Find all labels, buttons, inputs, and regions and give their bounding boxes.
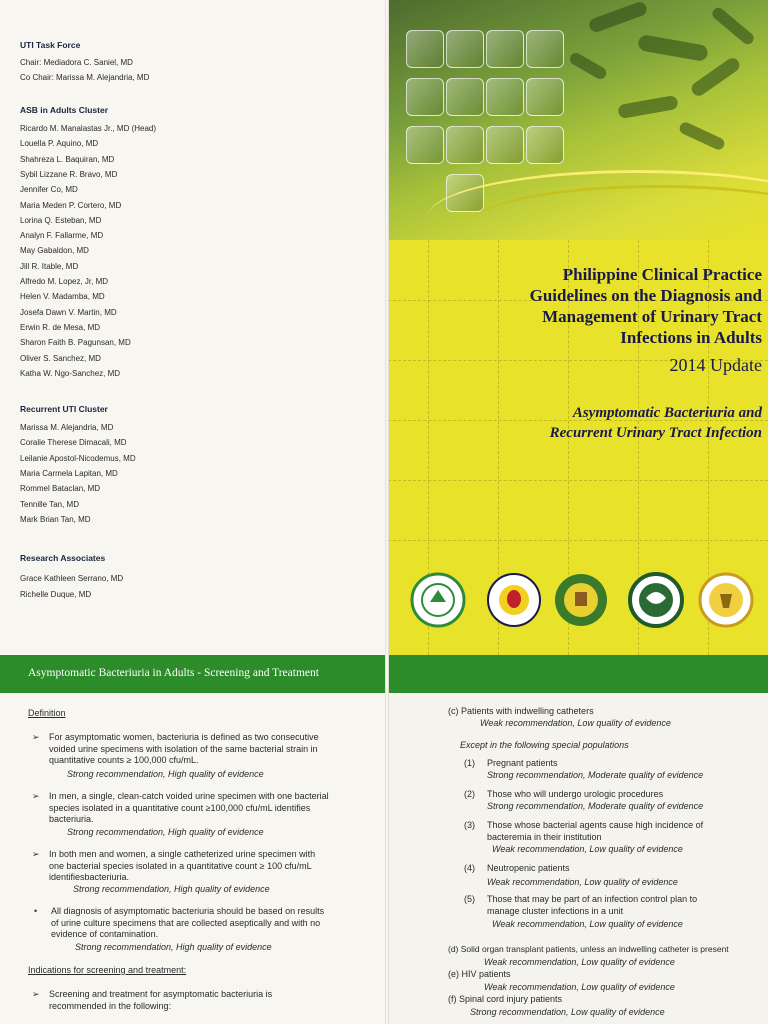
definition-paragraph-4: All diagnosis of asymptomatic bacteriuria should be based on results of urine culture specimens that are collected aseptically and with no evidence of contamination. <box>51 906 325 939</box>
bullet-arrow-icon: ➢ <box>32 791 40 801</box>
item-number: (1) <box>464 758 475 768</box>
bullet-arrow-icon: ➢ <box>32 849 40 859</box>
definition-paragraph-1: For asymptomatic women, bacteriuria is defined as two consecutive voided urine specimens with isolation of the same bacterial strain in quantitative counts ≥ 100,000 cfu/mL. <box>49 732 319 765</box>
chair: Chair: Mediadora C. Saniel, MD <box>20 58 133 67</box>
research-heading: Research Associates <box>20 553 106 563</box>
seal-icon <box>628 572 684 628</box>
cover-update: 2014 Update <box>669 355 762 375</box>
society-seal-5 <box>698 572 754 628</box>
fold-crease <box>385 0 389 1024</box>
definition-heading: Definition <box>28 708 66 718</box>
cover-title-line: Philippine Clinical Practice <box>562 265 762 284</box>
item-text: Those who will undergo urologic procedures <box>487 789 664 799</box>
screening-panel <box>0 693 388 1024</box>
society-seal-4 <box>628 572 684 628</box>
member-name: Alfredo M. Lopez, Jr, MD <box>20 277 109 286</box>
member-name: Tennille Tan, MD <box>20 499 79 509</box>
member-name: Grace Kathleen Serrano, MD <box>20 574 124 583</box>
item-text: Pregnant patients <box>487 758 558 768</box>
cover-subtitle <box>550 403 762 443</box>
item-c: (c) Patients with indwelling catheters <box>448 706 594 716</box>
asb-heading: ASB in Adults Cluster <box>20 105 108 115</box>
member-name: Oliver S. Sanchez, MD <box>20 353 101 363</box>
member-name: Jill R. Itable, MD <box>20 261 79 271</box>
definition-paragraph-2: In men, a single, clean-catch voided urine specimen with one bacterial species isolated in a quantitative count ≥100,000 cfu/mL identifies bacteriuria. <box>49 791 329 824</box>
cover-title-line: Management of Urinary Tract <box>542 307 762 326</box>
item-recommendation: Strong recommendation, Moderate quality of evidence <box>487 770 704 780</box>
recommendation-2: Strong recommendation, High quality of evidence <box>67 827 264 837</box>
item-d: (d) Solid organ transplant patients, unless an indwelling catheter is present <box>448 944 729 954</box>
recommendation-1: Strong recommendation, High quality of evidence <box>67 769 264 779</box>
member-name: Coralie Therese Dimacali, MD <box>20 438 127 448</box>
item-e: (e) HIV patients <box>448 969 511 979</box>
item-recommendation: Weak recommendation, Low quality of evidence <box>492 844 683 854</box>
committee-panel <box>0 0 388 655</box>
cover-subtitle-line: Asymptomatic Bacteriuria and <box>572 405 762 421</box>
item-recommendation: Strong recommendation, Moderate quality of evidence <box>487 801 704 811</box>
item-recommendation: Weak recommendation, Low quality of evidence <box>487 877 678 887</box>
member-name: Maria Meden P. Cortero, MD <box>20 200 122 210</box>
co-chair: Co Chair: Marissa M. Alejandria, MD <box>20 73 150 82</box>
member-name: Mark Brian Tan, MD <box>20 514 91 524</box>
bullet-arrow-icon: ➢ <box>32 732 40 742</box>
item-c-recommendation: Weak recommendation, Low quality of evidence <box>480 718 671 728</box>
member-name: Maria Carmela Lapitan, MD <box>20 468 118 478</box>
member-name: Josefa Dawn V. Martin, MD <box>20 307 117 317</box>
society-seal-3 <box>553 572 609 628</box>
seal-icon <box>553 572 609 628</box>
member-name: Sharon Faith B. Pagunsan, MD <box>20 338 131 348</box>
section-band-right <box>389 655 768 693</box>
cover-title <box>530 264 762 348</box>
seal-icon <box>486 572 542 628</box>
cover-title-line: Infections in Adults <box>620 328 762 347</box>
special-populations-panel <box>388 693 768 1024</box>
member-name: Louella P. Aquino, MD <box>20 139 99 149</box>
society-seal-1 <box>410 572 466 628</box>
indications-heading: Indications for screening and treatment: <box>28 965 187 975</box>
member-name: Marissa M. Alejandria, MD <box>20 423 114 432</box>
bullet-arrow-icon: ➢ <box>32 989 40 999</box>
member-name: Sybil Lizzane R. Bravo, MD <box>20 169 118 179</box>
indications-paragraph: Screening and treatment for asymptomatic bacteriuria is recommended in the following: <box>49 989 273 1011</box>
member-name: Katha W. Ngo-Sanchez, MD <box>20 368 121 378</box>
item-text: Those that may be part of an infection control plan to manage cluster infections in a unit <box>487 894 698 916</box>
member-name: Jennifer Co, MD <box>20 185 78 195</box>
task-force-heading: UTI Task Force <box>20 40 81 50</box>
definition-paragraph-3: In both men and women, a single catheterized urine specimen with one bacterial species isolated in a quantitative count ≥ 100 cfu/mL identifiesbacteriuria. <box>49 849 316 882</box>
seal-icon <box>410 572 466 628</box>
cover-subtitle-line: Recurrent Urinary Tract Infection <box>549 425 762 441</box>
item-number: (4) <box>464 863 475 873</box>
item-number: (5) <box>464 894 475 904</box>
member-name: Helen V. Madamba, MD <box>20 292 105 302</box>
member-name: Shahreza L. Baquiran, MD <box>20 154 115 164</box>
cover-background-image <box>388 0 768 240</box>
item-e-recommendation: Weak recommendation, Low quality of evidence <box>484 982 675 992</box>
item-f: (f) Spinal cord injury patients <box>448 994 563 1004</box>
item-d-recommendation: Weak recommendation, Low quality of evidence <box>484 957 675 967</box>
cover-panel <box>388 0 768 655</box>
society-seal-2 <box>486 572 542 628</box>
member-name: May Gabaldon, MD <box>20 246 89 256</box>
item-number: (3) <box>464 820 475 830</box>
item-number: (2) <box>464 789 475 799</box>
member-name: Rommel Bataclan, MD <box>20 484 101 494</box>
item-recommendation: Weak recommendation, Low quality of evidence <box>492 919 683 929</box>
member-name: Richelle Duque, MD <box>20 589 92 599</box>
bullet-dot-icon: • <box>34 906 38 916</box>
member-name: Leilanie Apostol-Nicodemus, MD <box>20 453 136 463</box>
member-name: Erwin R. de Mesa, MD <box>20 322 101 332</box>
recurrent-heading: Recurrent UTI Cluster <box>20 404 108 414</box>
member-name: Lorina Q. Esteban, MD <box>20 215 102 225</box>
item-text: Neutropenic patients <box>487 863 570 873</box>
section-title: Asymptomatic Bacteriuria in Adults - Screening and Treatment <box>28 667 319 679</box>
item-f-recommendation: Strong recommendation, Low quality of evidence <box>470 1007 665 1017</box>
member-name: Analyn F. Fallarme, MD <box>20 231 104 241</box>
item-text: Those whose bacterial agents cause high incidence of bacteremia in their institution <box>487 820 704 842</box>
member-name: Ricardo M. Manalastas Jr., MD (Head) <box>20 124 157 133</box>
seal-icon <box>698 572 754 628</box>
except-heading: Except in the following special populations <box>460 740 629 750</box>
cover-title-line: Guidelines on the Diagnosis and <box>529 286 762 305</box>
recommendation-3: Strong recommendation, High quality of evidence <box>73 884 270 894</box>
recommendation-4: Strong recommendation, High quality of evidence <box>75 942 272 952</box>
